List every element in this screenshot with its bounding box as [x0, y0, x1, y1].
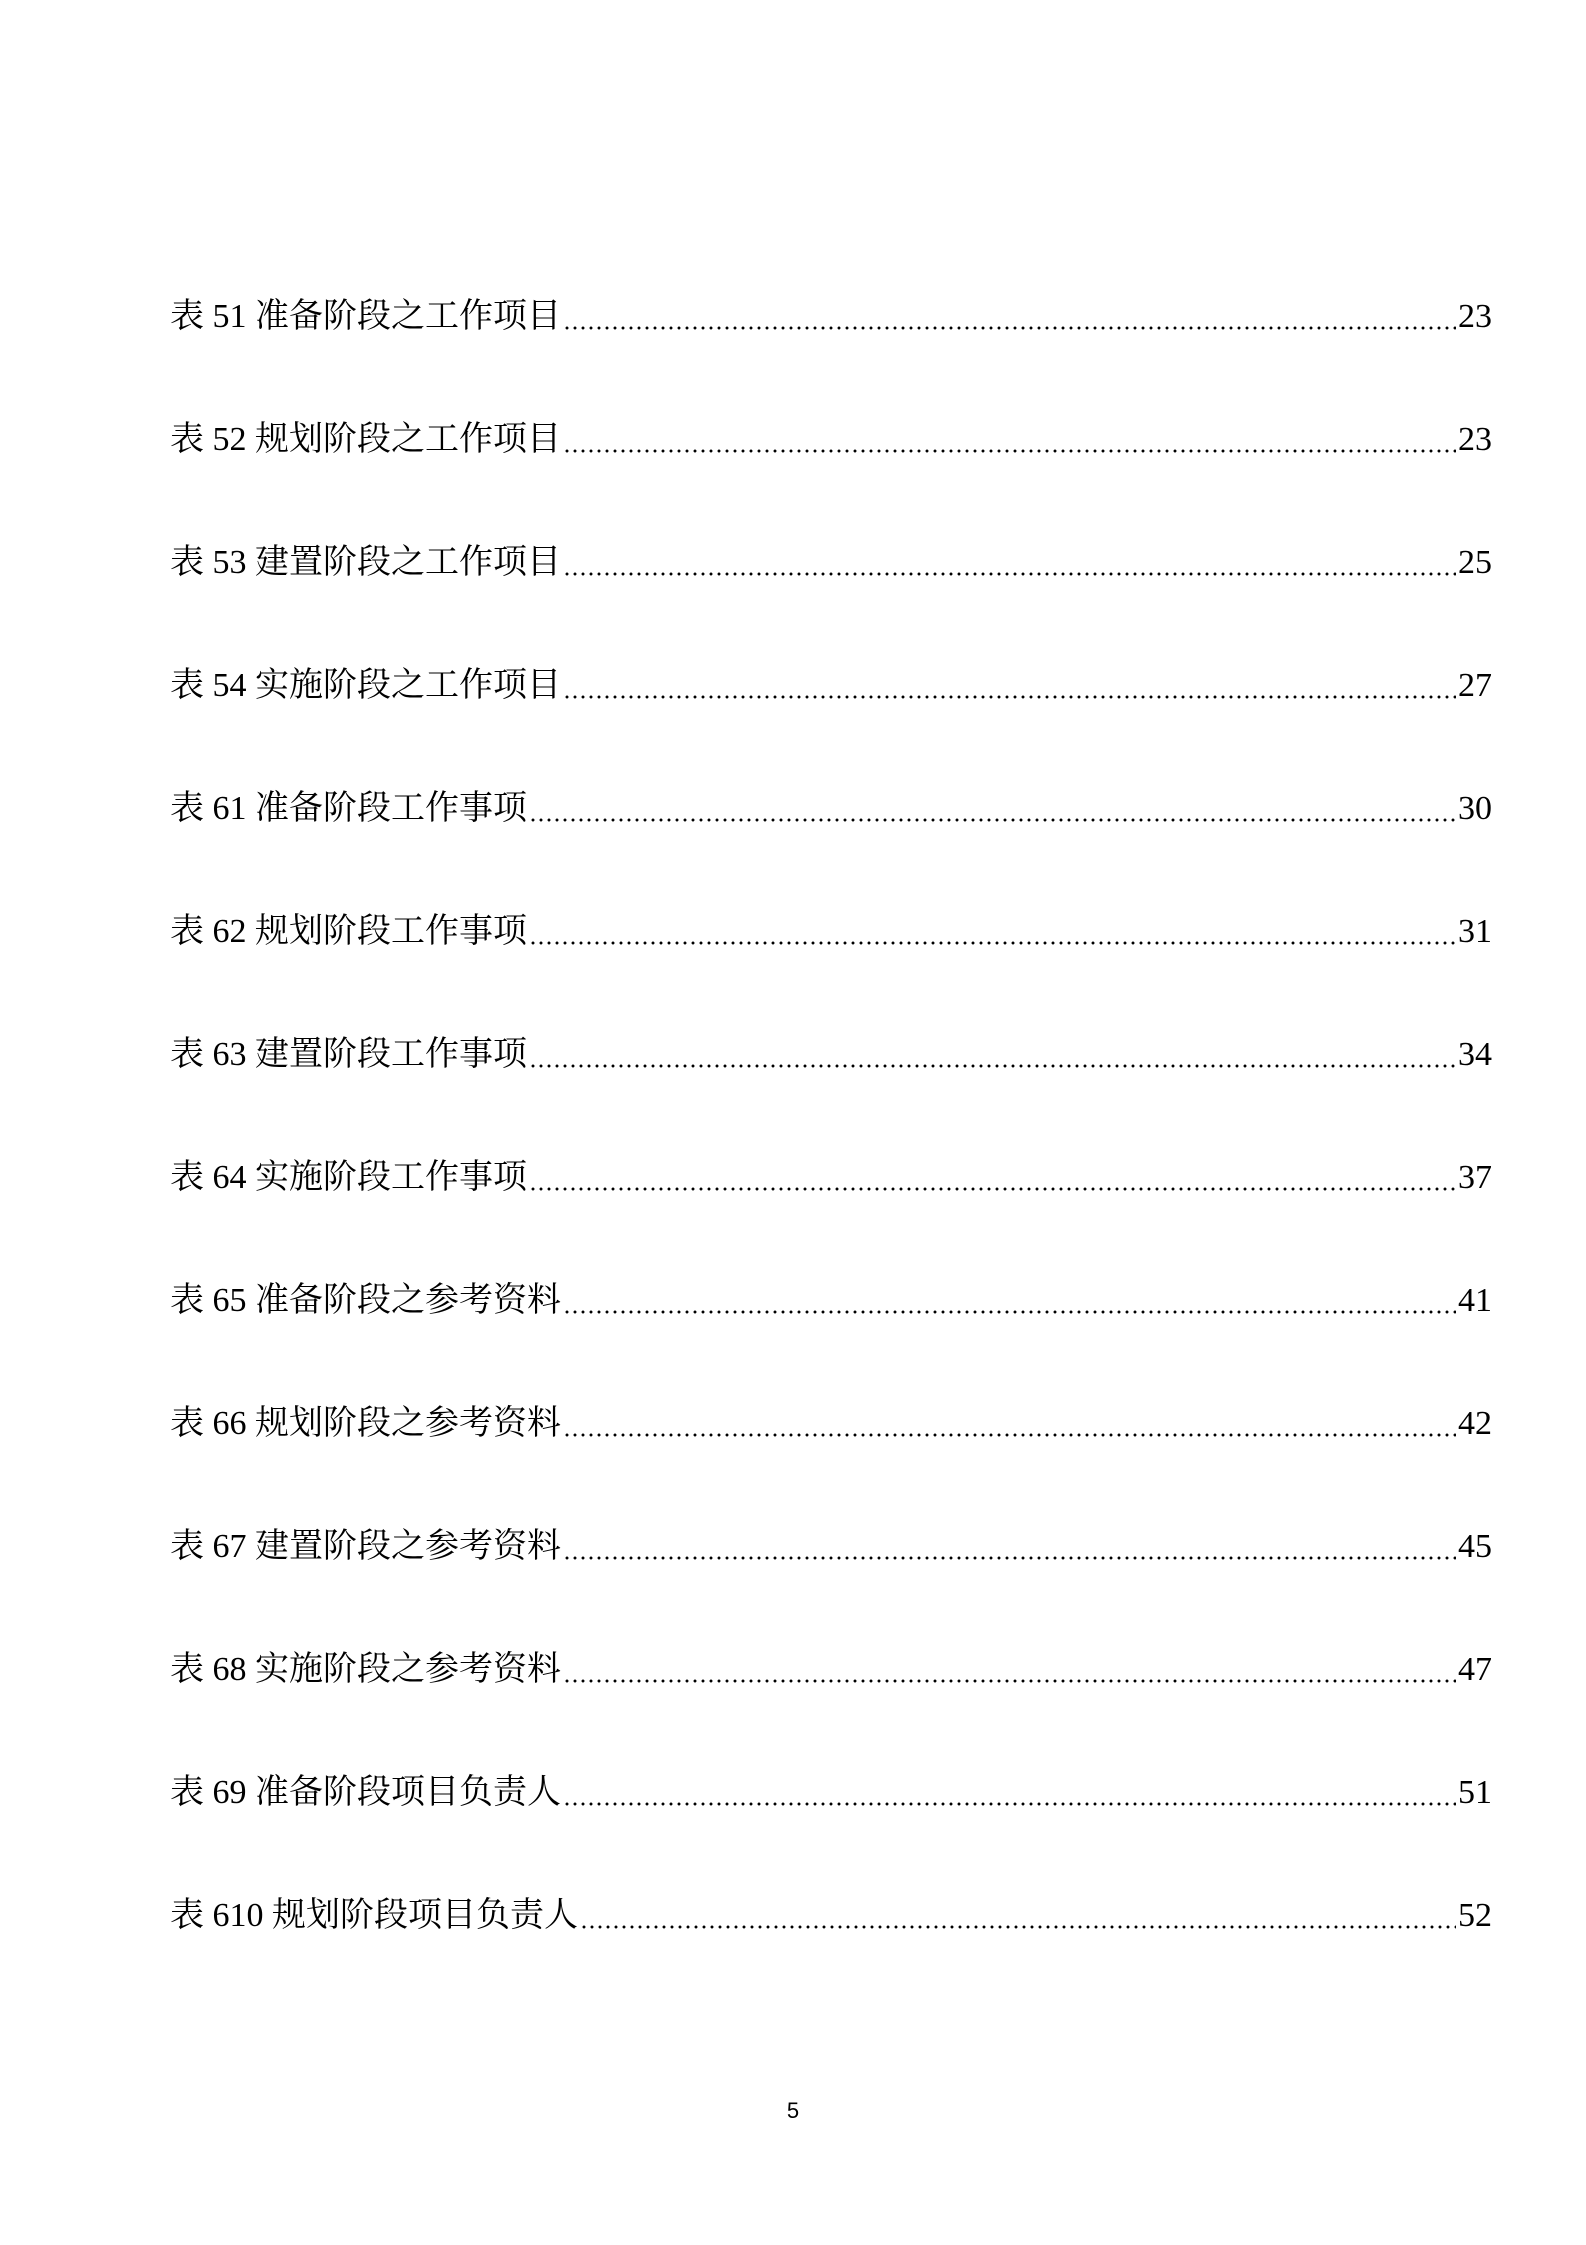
toc-entry-page: 41 — [1458, 1282, 1492, 1319]
toc-dot-leader — [563, 449, 1456, 453]
toc-entry-page: 37 — [1458, 1159, 1492, 1196]
toc-entry-label: 表 62 规划阶段工作事项 — [170, 913, 527, 950]
toc-entry-label: 表 66 规划阶段之参考资料 — [170, 1405, 561, 1442]
toc-entry-page: 51 — [1458, 1774, 1492, 1811]
toc-entry-page: 45 — [1458, 1528, 1492, 1565]
toc-dot-leader — [580, 1925, 1456, 1929]
toc-dot-leader — [563, 572, 1456, 576]
toc-entry[interactable] — [170, 784, 1492, 834]
toc-entry[interactable] — [170, 1030, 1492, 1080]
toc-dot-leader — [529, 1064, 1456, 1068]
toc-dot-leader — [563, 695, 1456, 699]
toc-entry-label: 表 68 实施阶段之参考资料 — [170, 1651, 561, 1688]
toc-entry-label: 表 65 准备阶段之参考资料 — [170, 1282, 561, 1319]
page-number: 5 — [786, 2098, 800, 2123]
toc-entry-label: 表 63 建置阶段工作事项 — [170, 1036, 527, 1073]
toc-dot-leader — [529, 941, 1456, 945]
toc-entry-page: 52 — [1458, 1897, 1492, 1934]
toc-entry[interactable] — [170, 1276, 1492, 1326]
toc-entry[interactable] — [170, 1768, 1492, 1818]
toc-entry-page: 23 — [1458, 421, 1492, 458]
toc-entry-page: 47 — [1458, 1651, 1492, 1688]
toc-entry-page: 42 — [1458, 1405, 1492, 1442]
toc-entry[interactable] — [170, 661, 1492, 711]
toc-dot-leader — [563, 1310, 1456, 1314]
toc-dot-leader — [563, 1802, 1456, 1806]
toc-entry[interactable] — [170, 907, 1492, 957]
toc-entry[interactable] — [170, 292, 1492, 342]
toc-entry-label: 表 610 规划阶段项目负责人 — [170, 1897, 578, 1934]
toc-entry-page: 25 — [1458, 544, 1492, 581]
toc-dot-leader — [529, 818, 1456, 822]
toc-entry-label: 表 52 规划阶段之工作项目 — [170, 421, 561, 458]
toc-entry-label: 表 61 准备阶段工作事项 — [170, 790, 527, 827]
toc-entry[interactable] — [170, 1891, 1492, 1941]
toc-entry-label: 表 51 准备阶段之工作项目 — [170, 298, 561, 335]
toc-dot-leader — [563, 1679, 1456, 1683]
toc-entry-page: 23 — [1458, 298, 1492, 335]
toc-dot-leader — [563, 1433, 1456, 1437]
toc-dot-leader — [563, 1556, 1456, 1560]
toc-entry-label: 表 67 建置阶段之参考资料 — [170, 1528, 561, 1565]
toc-entry[interactable] — [170, 1522, 1492, 1572]
toc-entry-label: 表 64 实施阶段工作事项 — [170, 1159, 527, 1196]
toc-entry-page: 34 — [1458, 1036, 1492, 1073]
toc-entry[interactable] — [170, 415, 1492, 465]
toc-entry-label: 表 53 建置阶段之工作项目 — [170, 544, 561, 581]
toc-entry-label: 表 54 实施阶段之工作项目 — [170, 667, 561, 704]
toc-entry[interactable] — [170, 1399, 1492, 1449]
toc-dot-leader — [529, 1187, 1456, 1191]
toc-entry[interactable] — [170, 1645, 1492, 1695]
toc-dot-leader — [563, 326, 1456, 330]
toc-entry-page: 27 — [1458, 667, 1492, 704]
toc-entry-page: 30 — [1458, 790, 1492, 827]
toc-entry[interactable] — [170, 1153, 1492, 1203]
toc-entry[interactable] — [170, 538, 1492, 588]
toc-entry-page: 31 — [1458, 913, 1492, 950]
toc-entry-label: 表 69 准备阶段项目负责人 — [170, 1774, 561, 1811]
